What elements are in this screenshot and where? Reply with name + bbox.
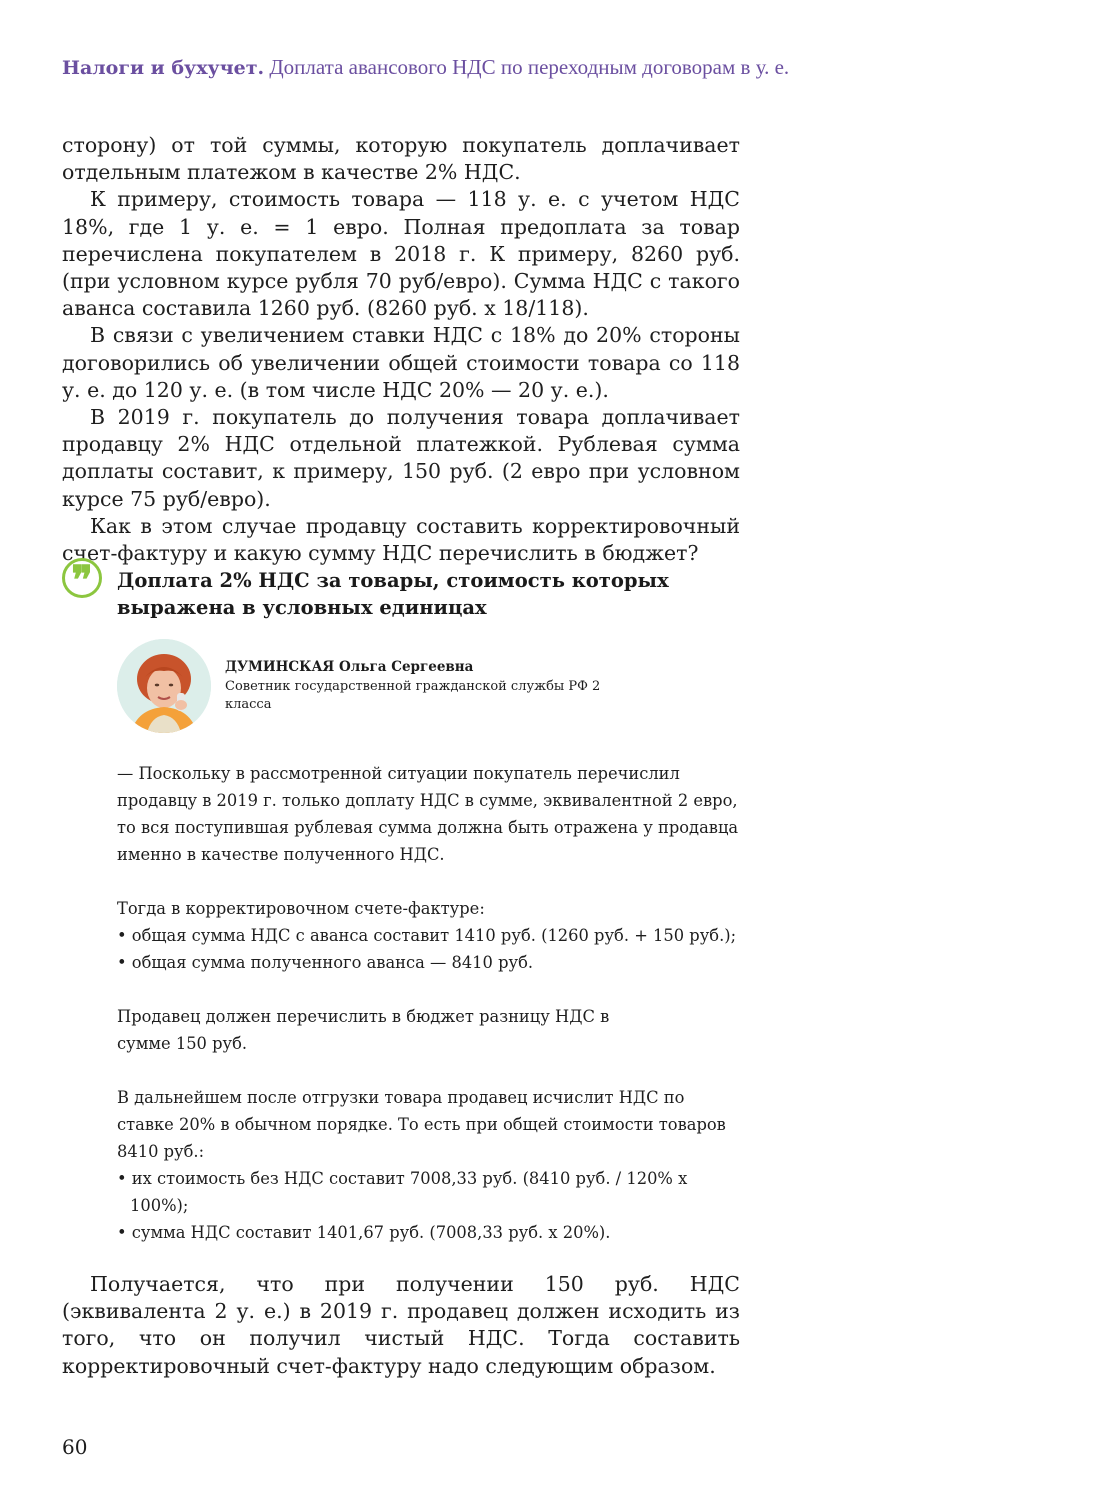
- quote-icon: [62, 557, 102, 604]
- list-item: • их стоимость без НДС составит 7008,33 руб. (8410 руб. / 120% х 100%);: [117, 1169, 688, 1215]
- expert-name: ДУМИНСКАЯ Ольга Сергеевна: [225, 659, 474, 675]
- closing-text: [62, 1271, 740, 1380]
- list-item: • общая сумма НДС с аванса составит 1410 руб. (1260 руб. + 150 руб.);: [117, 926, 737, 945]
- list-item: • сумма НДС составит 1401,67 руб. (7008,33 руб. х 20%).: [117, 1223, 611, 1242]
- intro-paragraph: Как в этом случае продавцу составить корректировочный счет-фактуру и какую сумму НДС перечислить в бюджет?: [62, 513, 740, 566]
- answer-paragraph: В дальнейшем после отгрузки товара продавец исчислит НДС по ставке 20% в обычном порядке. То есть при общей стоимости товаров 8410 руб.:: [117, 1088, 726, 1161]
- list-item: • общая сумма полученного аванса — 8410 руб.: [117, 953, 534, 972]
- intro-text: [62, 132, 740, 567]
- answer-paragraph: — Поскольку в рассмотренной ситуации покупатель перечислил продавцу в 2019 г. только доплату НДС в сумме, эквивалентной 2 евро, то вся поступившая рублевая сумма должна быть отражена у продавца именно в качестве полученного НДС.: [117, 764, 739, 864]
- intro-paragraph: К примеру, стоимость товара — 118 у. е. с учетом НДС 18%, где 1 у. е. = 1 евро. Полная предоплата за товар перечислена покупателем в 2018 г. К примеру, 8260 руб. (при условном курсе рубля 70 руб/евро). Сумма НДС с такого аванса составила 1260 руб. (8260 руб. х 18/118).: [62, 187, 740, 321]
- header-section: Налоги и бухучет.: [62, 57, 265, 79]
- section-title: Доплата 2% НДС за товары, стоимость которых выражена в условных единицах: [117, 569, 669, 619]
- running-header: [62, 52, 1042, 83]
- intro-paragraph: В 2019 г. покупатель до получения товара доплачивает продавцу 2% НДС отдельной платежкой. Рублевая сумма доплаты составит, к примеру, 150 руб. (2 евро при условном курсе 75 руб/евро).: [62, 405, 740, 511]
- expert-answer: [117, 760, 747, 1246]
- expert-position: Советник государственной гражданской службы РФ 2 класса: [225, 679, 601, 712]
- answer-paragraph: Тогда в корректировочном счете-фактуре:: [117, 899, 485, 918]
- intro-paragraph: сторону) от той суммы, которую покупатель доплачивает отдельным платежом в качестве 2% НДС.: [62, 133, 740, 185]
- expert-photo: [117, 639, 211, 733]
- header-title: Доплата авансового НДС по переходным договорам в у. е.: [269, 55, 790, 79]
- closing-paragraph: Получается, что при получении 150 руб. НДС (эквивалента 2 у. е.) в 2019 г. продавец должен исходить из того, что он получил чистый НДС. Тогда составить корректировочный счет-фактуру надо следующим образом.: [62, 1272, 740, 1378]
- intro-paragraph: В связи с увеличением ставки НДС с 18% до 20% стороны договорились об увеличении общей стоимости товара со 118 у. е. до 120 у. е. (в том числе НДС 20% — 20 у. е.).: [62, 323, 740, 402]
- page-number: 60: [62, 1435, 88, 1459]
- answer-paragraph: Продавец должен перечислить в бюджет разницу НДС в сумме 150 руб.: [117, 1007, 610, 1053]
- quote-glyph: ❞: [71, 557, 93, 604]
- avatar: [117, 639, 211, 733]
